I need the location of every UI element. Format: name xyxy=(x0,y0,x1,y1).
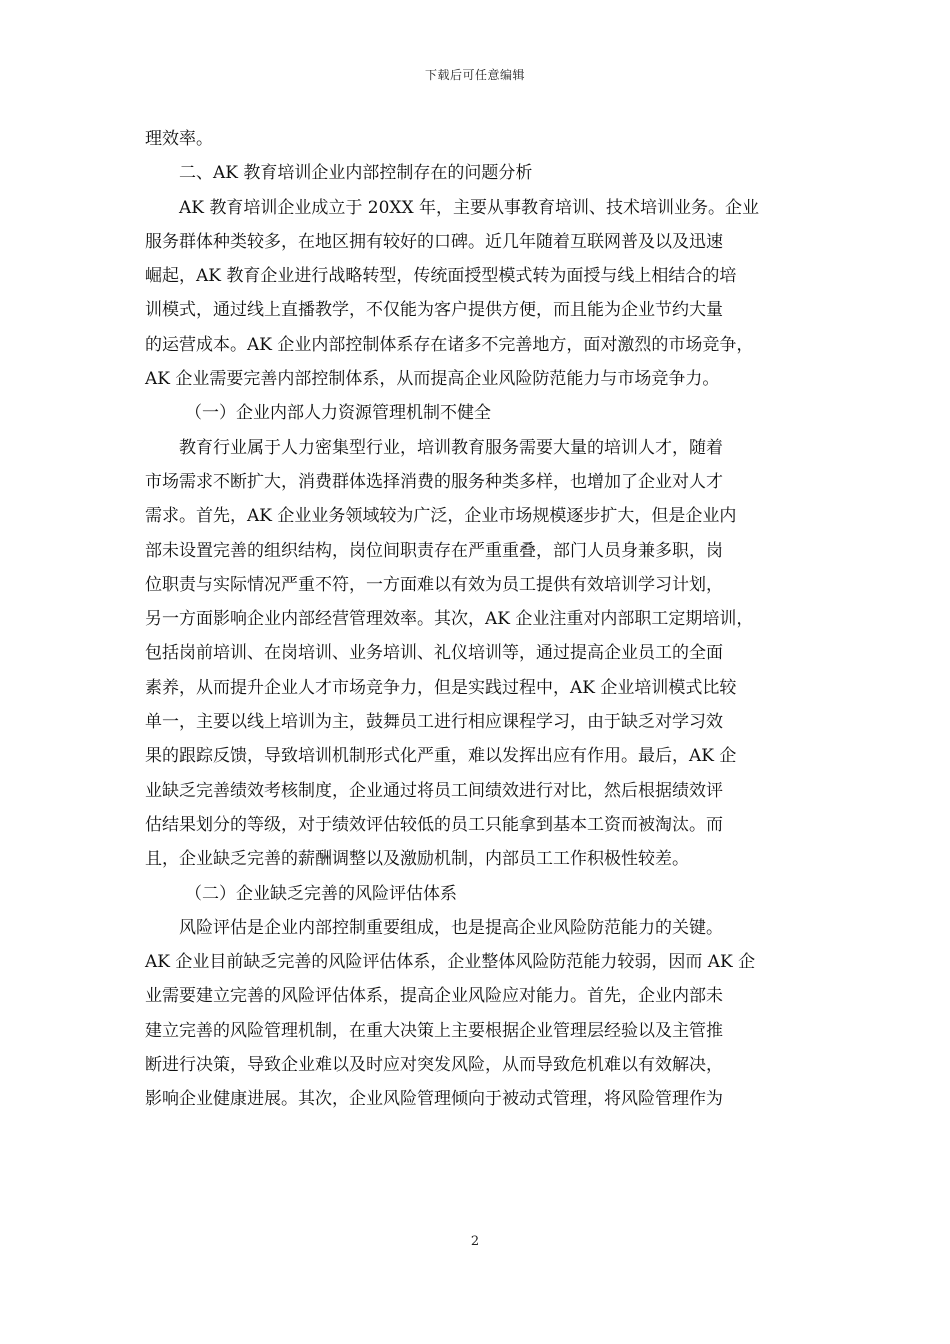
body-line: 建立完善的风险管理机制，在重大决策上主要根据企业管理层经验以及主管推 xyxy=(145,1020,723,1041)
subsection-heading: （二）企业缺乏完善的风险评估体系 xyxy=(185,883,457,904)
body-line: 的运营成本。AK 企业内部控制体系存在诸多不完善地方，面对激烈的市场竞争， xyxy=(145,334,754,355)
body-line: 另一方面影响企业内部经营管理效率。其次，AK 企业注重对内部职工定期培训， xyxy=(145,609,754,630)
body-line: 业需要建立完善的风险评估体系，提高企业风险应对能力。首先，企业内部未 xyxy=(145,986,723,1007)
body-line: AK 企业需要完善内部控制体系，从而提高企业风险防范能力与市场竞争力。 xyxy=(145,369,720,390)
body-line: 包括岗前培训、在岗培训、业务培训、礼仪培训等，通过提高企业员工的全面 xyxy=(145,643,723,664)
body-line: 需求。首先，AK 企业业务领域较为广泛，企业市场规模逐步扩大，但是企业内 xyxy=(145,506,737,527)
subsection-heading: （一）企业内部人力资源管理机制不健全 xyxy=(185,403,491,424)
body-line: 教育行业属于人力密集型行业，培训教育服务需要大量的培训人才，随着 xyxy=(179,437,723,458)
body-line: AK 教育培训企业成立于 20XX 年，主要从事教育培训、技术培训业务。企业 xyxy=(179,197,760,218)
body-line: 服务群体种类较多，在地区拥有较好的口碑。近几年随着互联网普及以及迅速 xyxy=(145,231,723,252)
body-line: 断进行决策，导致企业难以及时应对突发风险，从而导致危机难以有效解决， xyxy=(145,1055,723,1076)
body-line: 素养，从而提升企业人才市场竞争力，但是实践过程中，AK 企业培训模式比较 xyxy=(145,677,737,698)
body-line: 部未设置完善的组织结构，岗位间职责存在严重重叠，部门人员身兼多职，岗 xyxy=(145,540,723,561)
body-line: 崛起，AK 教育企业进行战略转型，传统面授型模式转为面授与线上相结合的培 xyxy=(145,266,737,287)
body-line: 估结果划分的等级，对于绩效评估较低的员工只能拿到基本工资而被淘汰。而 xyxy=(145,814,723,835)
body-line: 业缺乏完善绩效考核制度，企业通过将员工间绩效进行对比，然后根据绩效评 xyxy=(145,780,723,801)
body-line: AK 企业目前缺乏完善的风险评估体系，企业整体风险防范能力较弱，因而 AK 企 xyxy=(145,952,756,973)
document-body xyxy=(145,122,815,1117)
body-line: 单一，主要以线上培训为主，鼓舞员工进行相应课程学习，由于缺乏对学习效 xyxy=(145,712,723,733)
body-line: 且，企业缺乏完善的薪酬调整以及激励机制，内部员工工作积极性较差。 xyxy=(145,849,689,870)
body-line: 训模式，通过线上直播教学，不仅能为客户提供方便，而且能为企业节约大量 xyxy=(145,300,723,321)
body-line: 风险评估是企业内部控制重要组成，也是提高企业风险防范能力的关键。 xyxy=(179,917,723,938)
body-line: 果的跟踪反馈，导致培训机制形式化严重，难以发挥出应有作用。最后，AK 企 xyxy=(145,746,737,767)
page-header: 下载后可任意编辑 xyxy=(424,68,525,82)
page-number: 2 xyxy=(470,1234,480,1249)
body-line: 影响企业健康进展。其次，企业风险管理倾向于被动式管理，将风险管理作为 xyxy=(145,1089,723,1110)
section-heading: 二、AK 教育培训企业内部控制存在的问题分析 xyxy=(179,163,533,184)
body-line: 市场需求不断扩大，消费群体选择消费的服务种类多样，也增加了企业对人才 xyxy=(145,471,723,492)
body-line: 理效率。 xyxy=(145,129,213,149)
body-line: 位职责与实际情况严重不符，一方面难以有效为员工提供有效培训学习计划， xyxy=(145,574,723,595)
